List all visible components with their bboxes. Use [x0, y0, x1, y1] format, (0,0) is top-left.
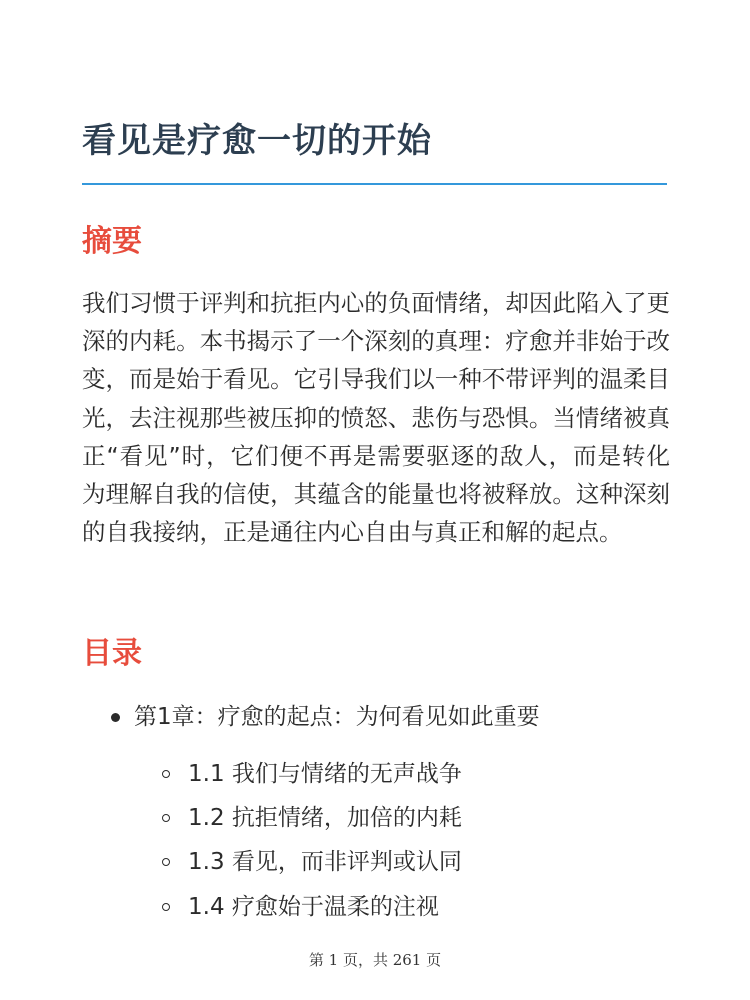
- abstract-heading: 摘要: [82, 224, 142, 259]
- abstract-paragraph: 我们习惯于评判和抗拒内心的负面情绪，却因此陷入了更深的内耗。本书揭示了一个深刻的真理：疗愈并非始于改变，而是始于看见。它引导我们以一种不带评判的温柔目光，去注视那些被压抑的愤怒、悲伤与恐惧。当情绪被真正“看见”时，它们便不再是需要驱逐的敌人，而是转化为理解自我的信使，其蕴含的能量也将被释放。这种深刻的自我接纳，正是通往内心自由与真正和解的起点。: [82, 289, 670, 547]
- bullet-circle-icon: [162, 770, 170, 778]
- bullet-circle-icon: [162, 858, 170, 866]
- toc-section-item[interactable]: 1.2 抗拒情绪，加倍的内耗: [188, 805, 462, 831]
- document-title: 看见是疗愈一切的开始: [82, 121, 432, 161]
- toc-heading: 目录: [82, 636, 142, 671]
- toc-section-item[interactable]: 1.3 看见，而非评判或认同: [188, 849, 462, 875]
- title-divider: [82, 183, 667, 185]
- bullet-circle-icon: [162, 903, 170, 911]
- page-number-footer: 第 1 页，共 261 页: [308, 951, 442, 969]
- bullet-circle-icon: [162, 814, 170, 822]
- toc-section-item[interactable]: 1.4 疗愈始于温柔的注视: [188, 894, 439, 920]
- toc-section-item[interactable]: 1.1 我们与情绪的无声战争: [188, 761, 462, 787]
- bullet-dot-icon: [111, 713, 120, 722]
- toc-chapter-item[interactable]: 第1章：疗愈的起点：为何看见如此重要: [134, 704, 540, 730]
